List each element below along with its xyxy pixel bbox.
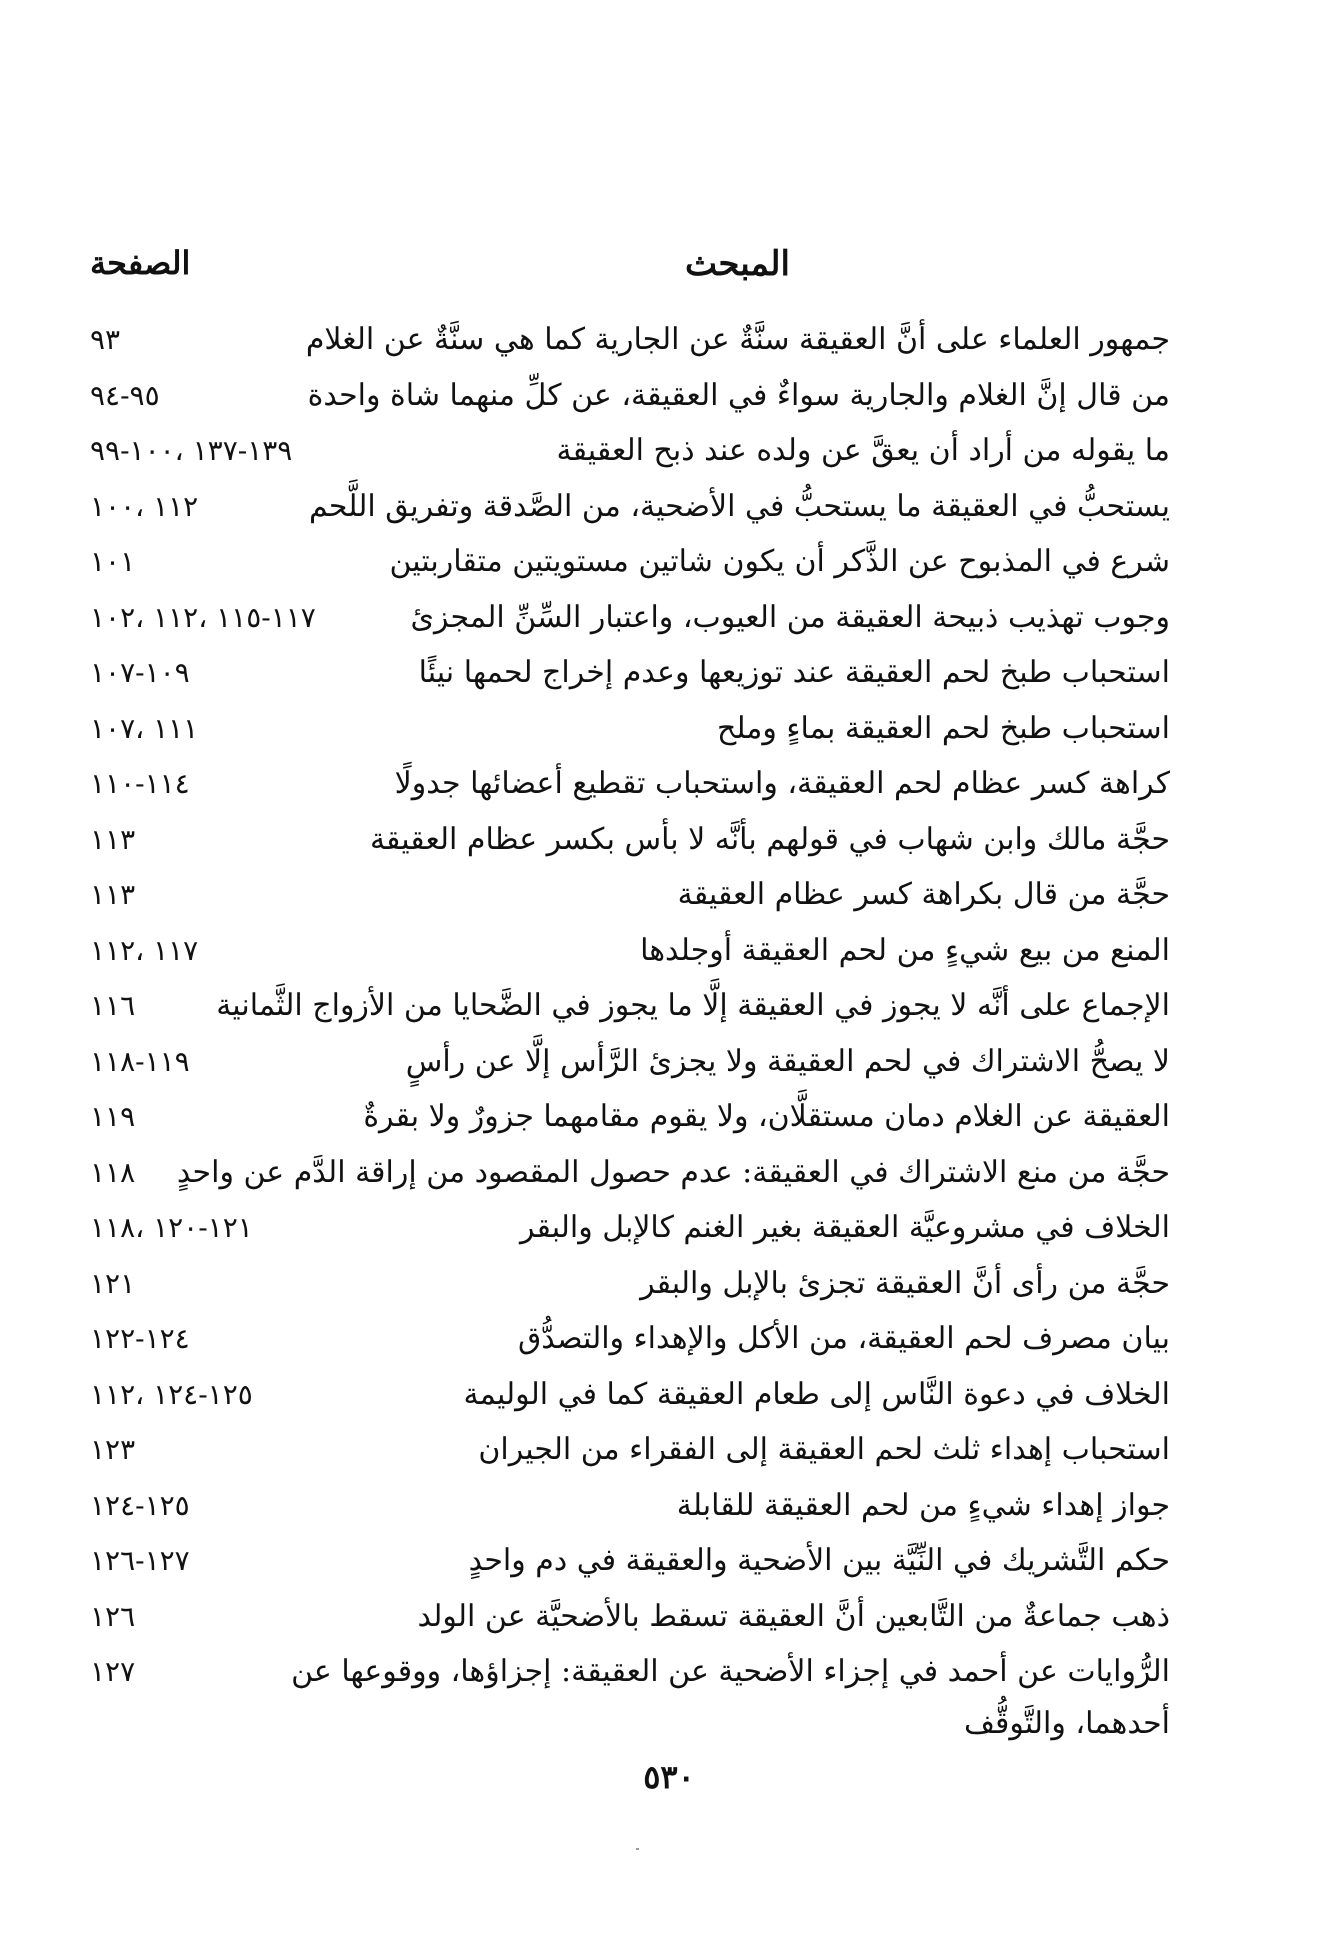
topic-text: العقيقة عن الغلام دمان مستقلَّان، ولا يقوم مقامهما جزورٌ ولا بقرةٌ bbox=[363, 1099, 1170, 1134]
page-reference bbox=[90, 1036, 420, 1088]
table-row bbox=[90, 1363, 1170, 1419]
topic-text: جمهور العلماء على أنَّ العقيقة سنَّةٌ عن الجارية كما هي سنَّةٌ عن الغلام bbox=[305, 322, 1170, 357]
page-reference bbox=[90, 869, 420, 921]
page-reference-text: ١١٦ bbox=[90, 989, 136, 1022]
page-reference-text: ١٢٤-١٢٢ bbox=[90, 1322, 190, 1355]
topic-text: جواز إهداء شيءٍ من لحم العقيقة للقابلة bbox=[676, 1487, 1170, 1523]
page-column-header: الصفحة bbox=[90, 244, 191, 282]
page-number: ٥٣٠ bbox=[643, 1758, 695, 1796]
page-reference bbox=[90, 925, 420, 977]
table-row bbox=[90, 1141, 1170, 1197]
page-reference-text: ١١٤-١١٠ bbox=[90, 767, 190, 800]
topic-text: حجَّة من منع الاشتراك في العقيقة: عدم حصول المقصود من إراقة الدَّم عن واحدٍ bbox=[176, 1154, 1170, 1190]
table-row bbox=[90, 364, 1170, 420]
topic-text: الخلاف في مشروعيَّة العقيقة بغير الغنم كالإبل والبقر bbox=[519, 1210, 1170, 1245]
page-reference bbox=[90, 1591, 420, 1643]
page-reference-text: ١٢٦ bbox=[90, 1599, 136, 1633]
page-reference bbox=[90, 1313, 420, 1365]
topic-text: الرُّوايات عن أحمد في إجزاء الأضحية عن العقيقة: إجزاؤها، ووقوعها عن أحدهما، والتَّوقُّف bbox=[291, 1654, 1170, 1741]
page-reference bbox=[90, 1646, 420, 1698]
topic-text: استحباب طبخ لحم العقيقة عند توزيعها وعدم إخراج لحمها نيئًا bbox=[418, 655, 1170, 690]
page-reference bbox=[90, 758, 420, 810]
table-row bbox=[90, 1418, 1170, 1474]
page-reference-text: ١٠١ bbox=[90, 545, 136, 578]
page-reference bbox=[90, 814, 420, 866]
topic-text: شرع في المذبوح عن الذَّكر أن يكون شاتين مستويتين متقاربتين bbox=[389, 544, 1170, 579]
page-reference bbox=[90, 1369, 420, 1421]
topic-column-header: المبحث bbox=[684, 244, 790, 284]
table-row bbox=[90, 1474, 1170, 1530]
page-reference-text: ١١٨ bbox=[90, 1155, 136, 1189]
table-row bbox=[90, 1252, 1170, 1308]
topic-text: حجَّة من قال بكراهة كسر عظام العقيقة bbox=[677, 877, 1170, 912]
page-reference-text: ١١٣ bbox=[90, 878, 136, 911]
page-reference-text: ١٢٥-١٢٤ bbox=[90, 1488, 190, 1522]
page-reference-text: ١١١ ،١٠٧ bbox=[90, 711, 199, 745]
topic-text: استحباب طبخ لحم العقيقة بماءٍ وملح bbox=[716, 710, 1170, 746]
page-reference-text: ٩٣ bbox=[90, 323, 121, 356]
table-row bbox=[90, 419, 1170, 475]
page-reference bbox=[90, 481, 420, 533]
page-reference-text: ٩٥-٩٤ bbox=[90, 378, 160, 412]
topic-text: لا يصحُّ الاشتراك في لحم العقيقة ولا يجزئ الرَّأس إلَّا عن رأسٍ bbox=[405, 1043, 1170, 1079]
topic-text: الإجماع على أنَّه لا يجوز في العقيقة إلَّا ما يجوز في الضَّحايا من الأزواج الثَّمانية bbox=[216, 988, 1170, 1023]
page-reference-text: ١١٢ ،١٠٠ bbox=[90, 489, 199, 523]
page-reference-text: ١٢١-١٢٠ ،١١٨ bbox=[90, 1211, 253, 1244]
table-row bbox=[90, 586, 1170, 642]
page-reference bbox=[90, 314, 420, 366]
page-reference-text: ١٢٧ bbox=[90, 1655, 136, 1688]
page-reference-text: ١١٩ bbox=[90, 1100, 136, 1133]
topic-text: وجوب تهذيب ذبيحة العقيقة من العيوب، واعتبار السِّنِّ المجزئ bbox=[410, 599, 1170, 635]
topic-text: من قال إنَّ الغلام والجارية سواءٌ في العقيقة، عن كلِّ منهما شاة واحدة bbox=[307, 377, 1170, 413]
page-reference-text: ١٢٧-١٢٦ bbox=[90, 1544, 190, 1577]
table-row bbox=[90, 919, 1170, 975]
page-reference bbox=[90, 1258, 420, 1310]
topic-text: يستحبُّ في العقيقة ما يستحبُّ في الأضحية، من الصَّدقة وتفريق اللَّحم bbox=[308, 488, 1170, 524]
page-reference bbox=[90, 1424, 420, 1476]
topic-text: حجَّة مالك وابن شهاب في قولهم بأنَّه لا بأس بكسر عظام العقيقة bbox=[369, 821, 1170, 857]
table-header bbox=[90, 244, 1170, 294]
page-reference-text: ١٢٣ bbox=[90, 1433, 136, 1466]
page-reference bbox=[90, 703, 420, 755]
page-reference-text: ١١٧-١١٥ ،١١٢ ،١٠٢ bbox=[90, 600, 316, 634]
page-reference-text: ١٢١ bbox=[90, 1266, 136, 1300]
page-reference-text: ١٣٩-١٣٧ ،١٠٠-٩٩ bbox=[90, 434, 293, 467]
table-row bbox=[90, 697, 1170, 753]
scan-speck bbox=[636, 1848, 639, 1850]
table-row bbox=[90, 1307, 1170, 1363]
topic-text: كراهة كسر عظام لحم العقيقة، واستحباب تقطيع أعضائها جدولًا bbox=[394, 766, 1170, 801]
index-table bbox=[90, 308, 1170, 1750]
topic-text: حكم التَّشريك في النِّيَّة بين الأضحية والعقيقة في دم واحدٍ bbox=[468, 1543, 1170, 1578]
page-reference bbox=[90, 425, 420, 477]
page-reference-text: ١١٩-١١٨ bbox=[90, 1044, 190, 1078]
page-reference-text: ١٢٥-١٢٤ ،١١٢ bbox=[90, 1377, 253, 1411]
table-row bbox=[90, 641, 1170, 697]
topic-text: ما يقوله من أراد أن يعقَّ عن ولده عند ذبح العقيقة bbox=[556, 433, 1170, 468]
page-reference-text: ١١٧ ،١١٢ bbox=[90, 933, 199, 967]
page-reference bbox=[90, 536, 420, 588]
table-row bbox=[90, 1585, 1170, 1641]
table-row bbox=[90, 1529, 1170, 1585]
table-row bbox=[90, 530, 1170, 586]
page-reference bbox=[90, 647, 420, 699]
page-reference bbox=[90, 370, 420, 422]
page-reference bbox=[90, 1091, 420, 1143]
page-reference bbox=[90, 1202, 420, 1254]
table-row bbox=[90, 752, 1170, 808]
page-reference bbox=[90, 592, 420, 644]
topic-text: بيان مصرف لحم العقيقة، من الأكل والإهداء والتصدُّق bbox=[517, 1321, 1170, 1356]
table-row bbox=[90, 863, 1170, 919]
topic-text: ذهب جماعةٌ من التَّابعين أنَّ العقيقة تسقط بالأضحيَّة عن الولد bbox=[417, 1598, 1170, 1634]
topic-text: حجَّة من رأى أنَّ العقيقة تجزئ بالإبل والبقر bbox=[640, 1265, 1170, 1301]
page-reference bbox=[90, 1535, 420, 1587]
table-row bbox=[90, 1030, 1170, 1086]
page-reference-text: ١١٣ bbox=[90, 822, 136, 856]
table-row bbox=[90, 974, 1170, 1030]
page-reference bbox=[90, 1147, 420, 1199]
page-reference bbox=[90, 980, 420, 1032]
table-row bbox=[90, 475, 1170, 531]
topic-text: المنع من بيع شيءٍ من لحم العقيقة أوجلدها bbox=[640, 932, 1170, 968]
page-reference-text: ١٠٩-١٠٧ bbox=[90, 656, 190, 689]
page-reference bbox=[90, 1480, 420, 1532]
table-row bbox=[90, 308, 1170, 364]
topic-text: استحباب إهداء ثلث لحم العقيقة إلى الفقراء من الجيران bbox=[478, 1432, 1170, 1467]
topic-text: الخلاف في دعوة النَّاس إلى طعام العقيقة كما في الوليمة bbox=[463, 1376, 1170, 1412]
table-row bbox=[90, 1640, 1170, 1750]
table-row bbox=[90, 1196, 1170, 1252]
table-row bbox=[90, 1085, 1170, 1141]
table-row bbox=[90, 808, 1170, 864]
